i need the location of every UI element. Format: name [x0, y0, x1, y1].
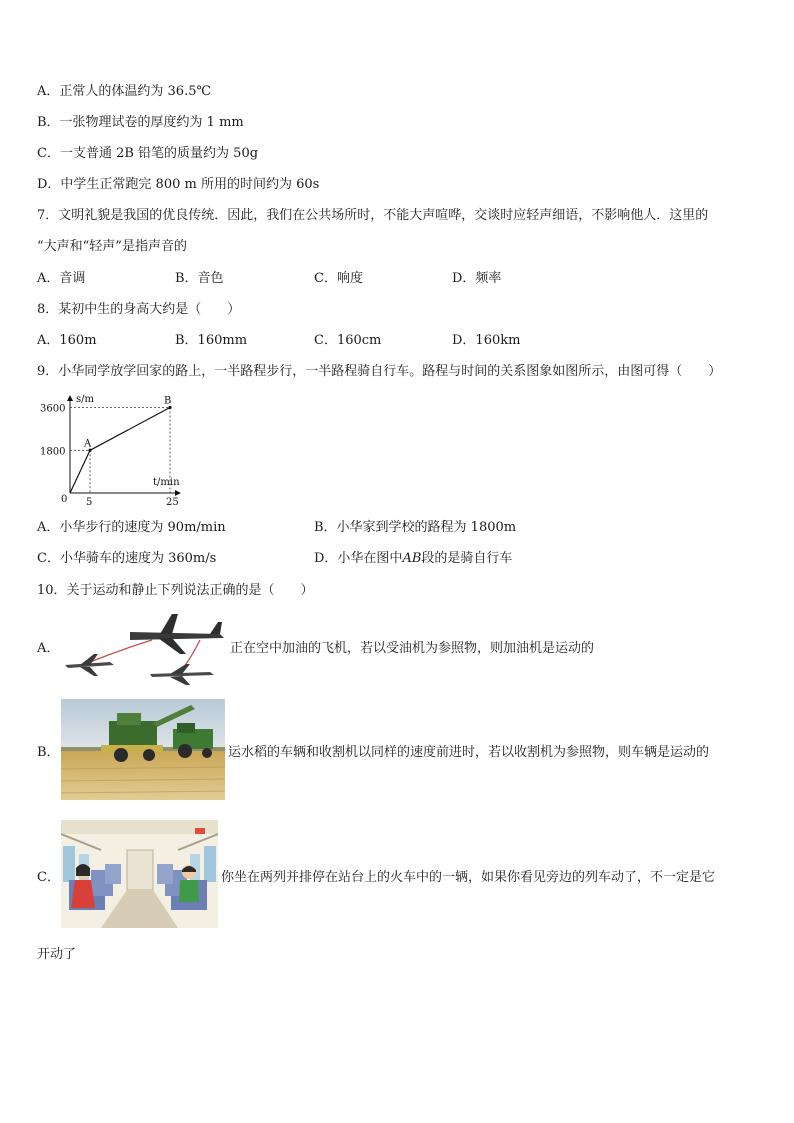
q9-option-d: [314, 550, 512, 568]
q9-stem: 9．小华同学放学回家的路上，一半路程步行，一半路程骑自行车。路程与时间的关系图象如图所示，由图可得（ ）: [37, 364, 722, 379]
q7-option-b: B．音色: [175, 271, 224, 286]
aerial-refueling-image: [60, 610, 230, 686]
q9-option-a: A．小华步行的速度为 90m/min: [37, 520, 226, 535]
q7-option-a: A．音调: [37, 271, 86, 286]
q8-option-c: C．160cm: [314, 333, 382, 348]
q8-option-d: D．160km: [452, 333, 521, 348]
q6-option-c: C．一支普通 2B 铅笔的质量约为 50g: [37, 146, 259, 161]
q10-option-c-label: C．: [37, 870, 60, 885]
x-tick-label: 5: [86, 497, 93, 508]
s-t-graph: [40, 392, 190, 512]
point-label-b: B: [164, 395, 172, 407]
q8-stem: 8．某初中生的身高大约是（ ）: [37, 302, 241, 317]
harvester-image: [61, 699, 225, 800]
q6-option-b: B．一张物理试卷的厚度约为 1 mm: [37, 115, 244, 130]
q10-option-a-label: A．: [37, 641, 60, 656]
train-interior-image: [61, 820, 218, 928]
q10-option-c-text: 你坐在两列并排停在站台上的火车中的一辆，如果你看见旁边的列车动了，不一定是它: [221, 870, 716, 885]
q8-option-a: A．160m: [37, 333, 97, 348]
q8-option-b: B．160mm: [175, 333, 248, 348]
q6-option-d: D．中学生正常跑完 800 m 所用的时间约为 60s: [37, 177, 320, 192]
origin-label: 0: [61, 494, 68, 505]
q10-option-b-label: B．: [37, 745, 60, 760]
q9-option-c: C．小华骑车的速度为 360m/s: [37, 551, 217, 566]
q7-stem-line1: 7．文明礼貌是我国的优良传统．因此，我们在公共场所时，不能大声喧哗，交谈时应轻声细语，不影响他人．这里的: [37, 208, 709, 223]
q10-option-b-text: 运水稻的车辆和收割机以同样的速度前进时，若以收割机为参照物，则车辆是运动的: [228, 745, 710, 760]
q9-option-d-post: 段的是骑自行车: [421, 551, 513, 566]
x-axis-label: t/min: [153, 477, 180, 488]
q6-option-a: A．正常人的体温约为 36.5℃: [37, 84, 212, 99]
point-label-a: A: [84, 438, 92, 450]
q7-option-c: C．响度: [314, 271, 363, 286]
q9-option-b: B．小华家到学校的路程为 1800m: [314, 520, 517, 535]
q9-option-d-ab: AB: [402, 551, 422, 566]
q10-option-a-text: 正在空中加油的飞机，若以受油机为参照物，则加油机是运动的: [230, 641, 595, 656]
y-tick-label: 1800: [40, 446, 66, 458]
q7-option-d: D．频率: [452, 271, 502, 286]
q10-option-c-text-cont: 开动了: [37, 947, 77, 962]
q10-stem: 10．关于运动和静止下列说法正确的是（ ）: [37, 583, 314, 598]
q9-option-d-pre: D．小华在图中: [314, 551, 403, 566]
y-tick-label: 3600: [40, 403, 66, 415]
y-axis-label: s/m: [76, 394, 94, 405]
q7-stem-line2: “大声和“轻声”是指声音的: [37, 239, 187, 254]
x-tick-label: 25: [166, 497, 179, 508]
